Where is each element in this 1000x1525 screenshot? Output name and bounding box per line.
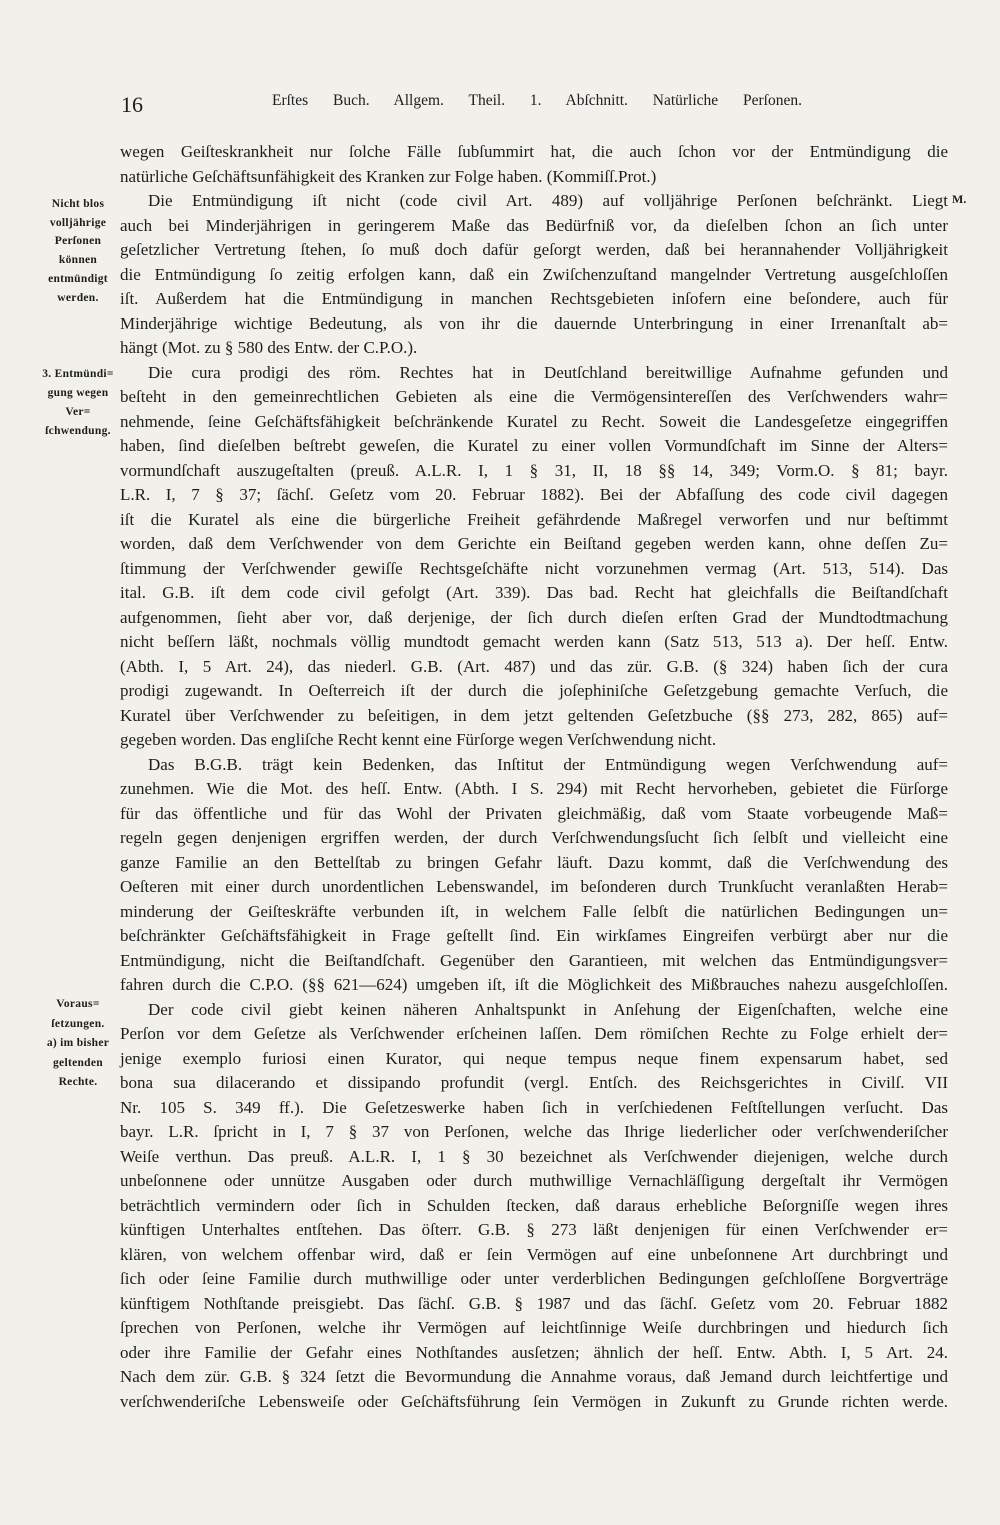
- text-line: ſprechen von Perſonen, welche ihr Vermögen auf leichtſinnige Weiſe durchbringen und hiedurch ſich: [120, 1318, 948, 1337]
- paragraph: [120, 361, 948, 753]
- margin-note: [28, 365, 128, 441]
- text-line: verſchwenderiſche Lebensweiſe oder Geſchäftsführung ſein Vermögen in Zukunft zu Grunde richten werde.: [120, 1391, 948, 1411]
- text-line: Perſon vor dem Geſetze als Verſchwender erſcheinen laſſen. Dem römiſchen Rechte zu Folge erhielt der=: [120, 1024, 948, 1043]
- margin-note-line: Voraus=: [56, 998, 100, 1010]
- right-margin-mark: M.: [952, 192, 967, 206]
- text-line: künftigen Unterhaltes entſtehen. Das öſterr. G.B. § 273 läßt denjenigen für einen Verſchwender er=: [120, 1220, 948, 1239]
- text-line: jenige exemplo furiosi einen Kurator, qui neque tempus neque finem expensarum habet, sed: [120, 1048, 948, 1068]
- text-line: (Abth. I, 5 Art. 24), das niederl. G.B. (Art. 487) und das zür. G.B. (§ 324) haben ſich der cura: [120, 656, 948, 676]
- text-line: Das B.G.B. trägt kein Bedenken, das Inſtitut der Entmündigung wegen Verſchwendung auf=: [148, 754, 948, 774]
- text-line: vormundſchaft auszugeſtalten (preuß. A.L.R. I, 1 § 31, II, 18 §§ 14, 349; Vorm.O. § 81; bayr.: [120, 460, 948, 480]
- margin-note-line: können: [58, 254, 98, 267]
- text-line: fahren durch die C.P.O. (§§ 621—624) umgeben iſt, iſt die Möglichkeit des Mißbrauches nahezu ausgeſchloſſen.: [120, 975, 948, 994]
- margin-note-line: entmündigt: [48, 272, 108, 285]
- text-line: nicht beſſern läßt, nochmals völlig mundtodt gemacht werden kann (Satz 513, 513 a). Der heſſ. Entw.: [120, 632, 948, 651]
- paragraph: [120, 998, 948, 1415]
- text-line: beſteht in den gemeinrechtlichen Gebieten als eine die Vermögensintereſſen des Verſchwenders wahr=: [120, 387, 948, 406]
- text-line: Kuratel über Verſchwender zu beſeitigen, in dem jetzt geltenden Geſetzbuche (§§ 273, 282, 865) auf=: [120, 705, 948, 725]
- text-line: auch bei Minderjährigen in geringerem Maße das Bedürfniß vor, da dieſelben ſchon an ſich unter: [120, 215, 948, 235]
- margin-note-line: gung wegen: [47, 387, 109, 399]
- text-line: natürliche Geſchäftsunfähigkeit des Kranken zur Folge haben. (Kommiſſ.Prot.): [120, 166, 657, 186]
- text-line: Nr. 105 S. 349 ff.). Die Geſetzeswerke haben ſich in verſchiedenen Feſtſtellungen verſucht. Das: [120, 1097, 948, 1117]
- margin-note-line: Ver=: [65, 406, 91, 418]
- text-line: bona sua dilacerando et dissipando profundit (vergl. Entſch. des Reichsgerichtes in Civilſ. VII: [120, 1073, 948, 1092]
- text-line: künftigem Nothſtande preisgiebt. Das ſächſ. G.B. § 1987 und das ſächſ. Geſetz vom 20. Februar 1882: [120, 1293, 948, 1313]
- margin-note: [28, 995, 128, 1093]
- text-line: wegen Geiſteskrankheit nur ſolche Fälle ſubſummirt hat, die auch ſchon vor der Entmündigung die: [120, 142, 948, 161]
- text-line: iſt die Kuratel als eine die bürgerliche Freiheit gefährdende Maßregel verworfen und nur beſtimmt: [120, 509, 948, 529]
- text-line: unbeſonnene oder unnütze Ausgaben oder durch muthwillige Vernachläſſigung dergeſtalt ihr Vermögen: [120, 1171, 948, 1190]
- margin-note-line: geltenden: [53, 1056, 103, 1069]
- text-line: ganze Familie an den Bettelſtab zu bringen Gefahr läuft. Dazu kommt, daß die Verſchwendung des: [120, 852, 948, 872]
- text-line: L.R. I, 7 § 37; ſächſ. Geſetz vom 20. Februar 1882). Bei der Abfaſſung des code civil dagegen: [120, 485, 948, 504]
- text-line: Der code civil giebt keinen näheren Anhaltspunkt in Anſehung der Eigenſchaften, welche eine: [148, 999, 948, 1019]
- margin-note-line: Nicht blos: [51, 198, 105, 210]
- text-line: gegeben worden. Das engliſche Recht kennt eine Fürſorge wegen Verſchwendung nicht.: [120, 730, 717, 749]
- text-line: für das öffentliche und für das Wohl der Privaten gleichmäßig, daß vom Staate vorbeugende Maß=: [120, 803, 948, 823]
- text-line: beſchränkter Geſchäftsfähigkeit in Frage geſtellt ſind. Ein wirkſames Eingreifen verbürgt aber nur die: [120, 926, 948, 945]
- text-line: bayr. L.R. ſpricht in I, 7 § 37 von Perſonen, welche das Ihrige liederlicher oder verſchwenderiſcher: [120, 1122, 948, 1141]
- margin-note-line: ſchwendung.: [45, 425, 111, 437]
- running-head: Erſtes Buch. Allgem. Theil. 1. Abſchnitt. Natürliche Perſonen.: [272, 92, 802, 109]
- text-line: aufgenommen, ſieht aber vor, daß derjenige, der ſich durch dieſen erſten Grad der Mundtodtmachung: [120, 607, 948, 627]
- text-line: Entmündigung, nicht die Beiſtandſchaft. Gegenüber den Garantieen, mit welchen das Entmündigungsver=: [120, 950, 948, 970]
- margin-note-line: Rechte.: [58, 1076, 98, 1088]
- text-line: geſetzlicher Vertretung ſtehen, ſo muß doch dafür geſorgt werden, daß bei herannahender Volljährigkeit: [120, 240, 948, 259]
- text-line: ital. G.B. iſt dem code civil gefolgt (Art. 339). Das bad. Recht hat gleichfalls die Beiſtandſchaft: [120, 583, 948, 602]
- paragraph: [120, 189, 948, 361]
- text-line: zunehmen. Wie die Mot. des heſſ. Entw. (Abth. I S. 294) mit Recht hervorheben, gebietet die Fürſorge: [120, 779, 948, 798]
- margin-note-line: Perſonen: [54, 235, 102, 248]
- text-line: iſt. Außerdem hat die Entmündigung in manchen Rechtsgebieten inſofern eine beſondere, auch für: [120, 289, 948, 308]
- text-line: ſtimmung der Verſchwender gewiſſe Rechtsgeſchäfte nicht vorzunehmen vermag (Art. 513, 514). Das: [120, 558, 948, 578]
- text-line: oder ihre Familie der Gefahr eines Nothſtandes ausſetzen; ähnlich der heſſ. Entw. Abth. I, 5 Art. 24.: [120, 1342, 948, 1362]
- paragraph: [120, 140, 948, 189]
- text-line: regeln gegen denjenigen ergriffen werden, der durch Verſchwendungsſucht ſich ſelbſt und vielleicht eine: [120, 828, 948, 847]
- text-line: Minderjährige wichtige Bedeutung, als von ihr die dauernde Unterbringung in einer Irrenanſtalt ab=: [120, 313, 948, 333]
- text-line: Die cura prodigi des röm. Rechtes hat in Deutſchland bereitwillige Aufnahme gefunden und: [148, 362, 948, 382]
- text-line: die Entmündigung ſo zeitig erfolgen kann, daß ein Zwiſchenzuſtand mangelnder Vertretung ausgeſchloſſen: [120, 264, 948, 284]
- text-line: ſich oder ſeine Familie durch muthwillige oder unter verderblichen Bedingungen geſchloſſene Borgverträge: [120, 1269, 948, 1288]
- page-number: 16: [121, 92, 143, 117]
- text-line: haben, ſind dieſelben beſtrebt geweſen, die Kuratel zu einer vollen Vormundſchaft im Sinne der Alters=: [120, 436, 948, 455]
- margin-note-line: volljährige: [49, 216, 107, 229]
- text-line: beträchtlich vermindern oder ſich in Schulden ſtecken, daß daraus erhebliche Beſorgniſſe wegen ihres: [120, 1195, 948, 1215]
- text-line: minderung der Geiſteskräfte verbunden iſt, in welchem Falle ſelbſt die natürlichen Bedingungen un=: [120, 901, 948, 921]
- margin-note-line: ſetzungen.: [51, 1017, 105, 1030]
- text-line: nehmende, ſeine Geſchäftsfähigkeit beſchränkende Kuratel zu Recht. Soweit die Landesgeſetze eingegriffen: [120, 411, 948, 431]
- text-line: klären, von welchem offenbar wird, daß er ſein Vermögen auf eine unbeſonnene Art durchbringt und: [120, 1244, 948, 1264]
- text-line: worden, daß dem Verſchwender von dem Gerichte ein Beiſtand gegeben werden kann, ohne deſſen Zu=: [120, 534, 948, 553]
- margin-note-line: a) im bisher: [46, 1037, 110, 1049]
- text-line: Weiſe verthun. Das preuß. A.L.R. I, 1 § 30 bezeichnet als Verſchwender diejenigen, welche durch: [120, 1146, 948, 1166]
- paragraph: [120, 753, 948, 998]
- text-line: Oeſteren mit einer durch unordentlichen Lebenswandel, im beſonderen durch Trunkſucht veranlaßten Herab=: [120, 877, 948, 896]
- text-line: Nach dem zür. G.B. § 324 ſetzt die Bevormundung die Annahme voraus, daß Jemand durch leichtfertige und: [120, 1367, 948, 1386]
- text-line: prodigi zugewandt. In Oeſterreich iſt der durch die joſephiniſche Geſetzgebung gemachte Verſuch, die: [120, 681, 948, 700]
- margin-note-line: 3. Entmündi=: [42, 368, 114, 380]
- margin-note: [28, 195, 128, 307]
- text-line: Die Entmündigung iſt nicht (code civil Art. 489) auf volljährige Perſonen beſchränkt. Liegt: [148, 191, 948, 210]
- text-line: hängt (Mot. zu § 580 des Entw. der C.P.O.).: [120, 338, 418, 357]
- margin-note-line: werden.: [57, 291, 99, 304]
- body-text: [120, 140, 948, 1414]
